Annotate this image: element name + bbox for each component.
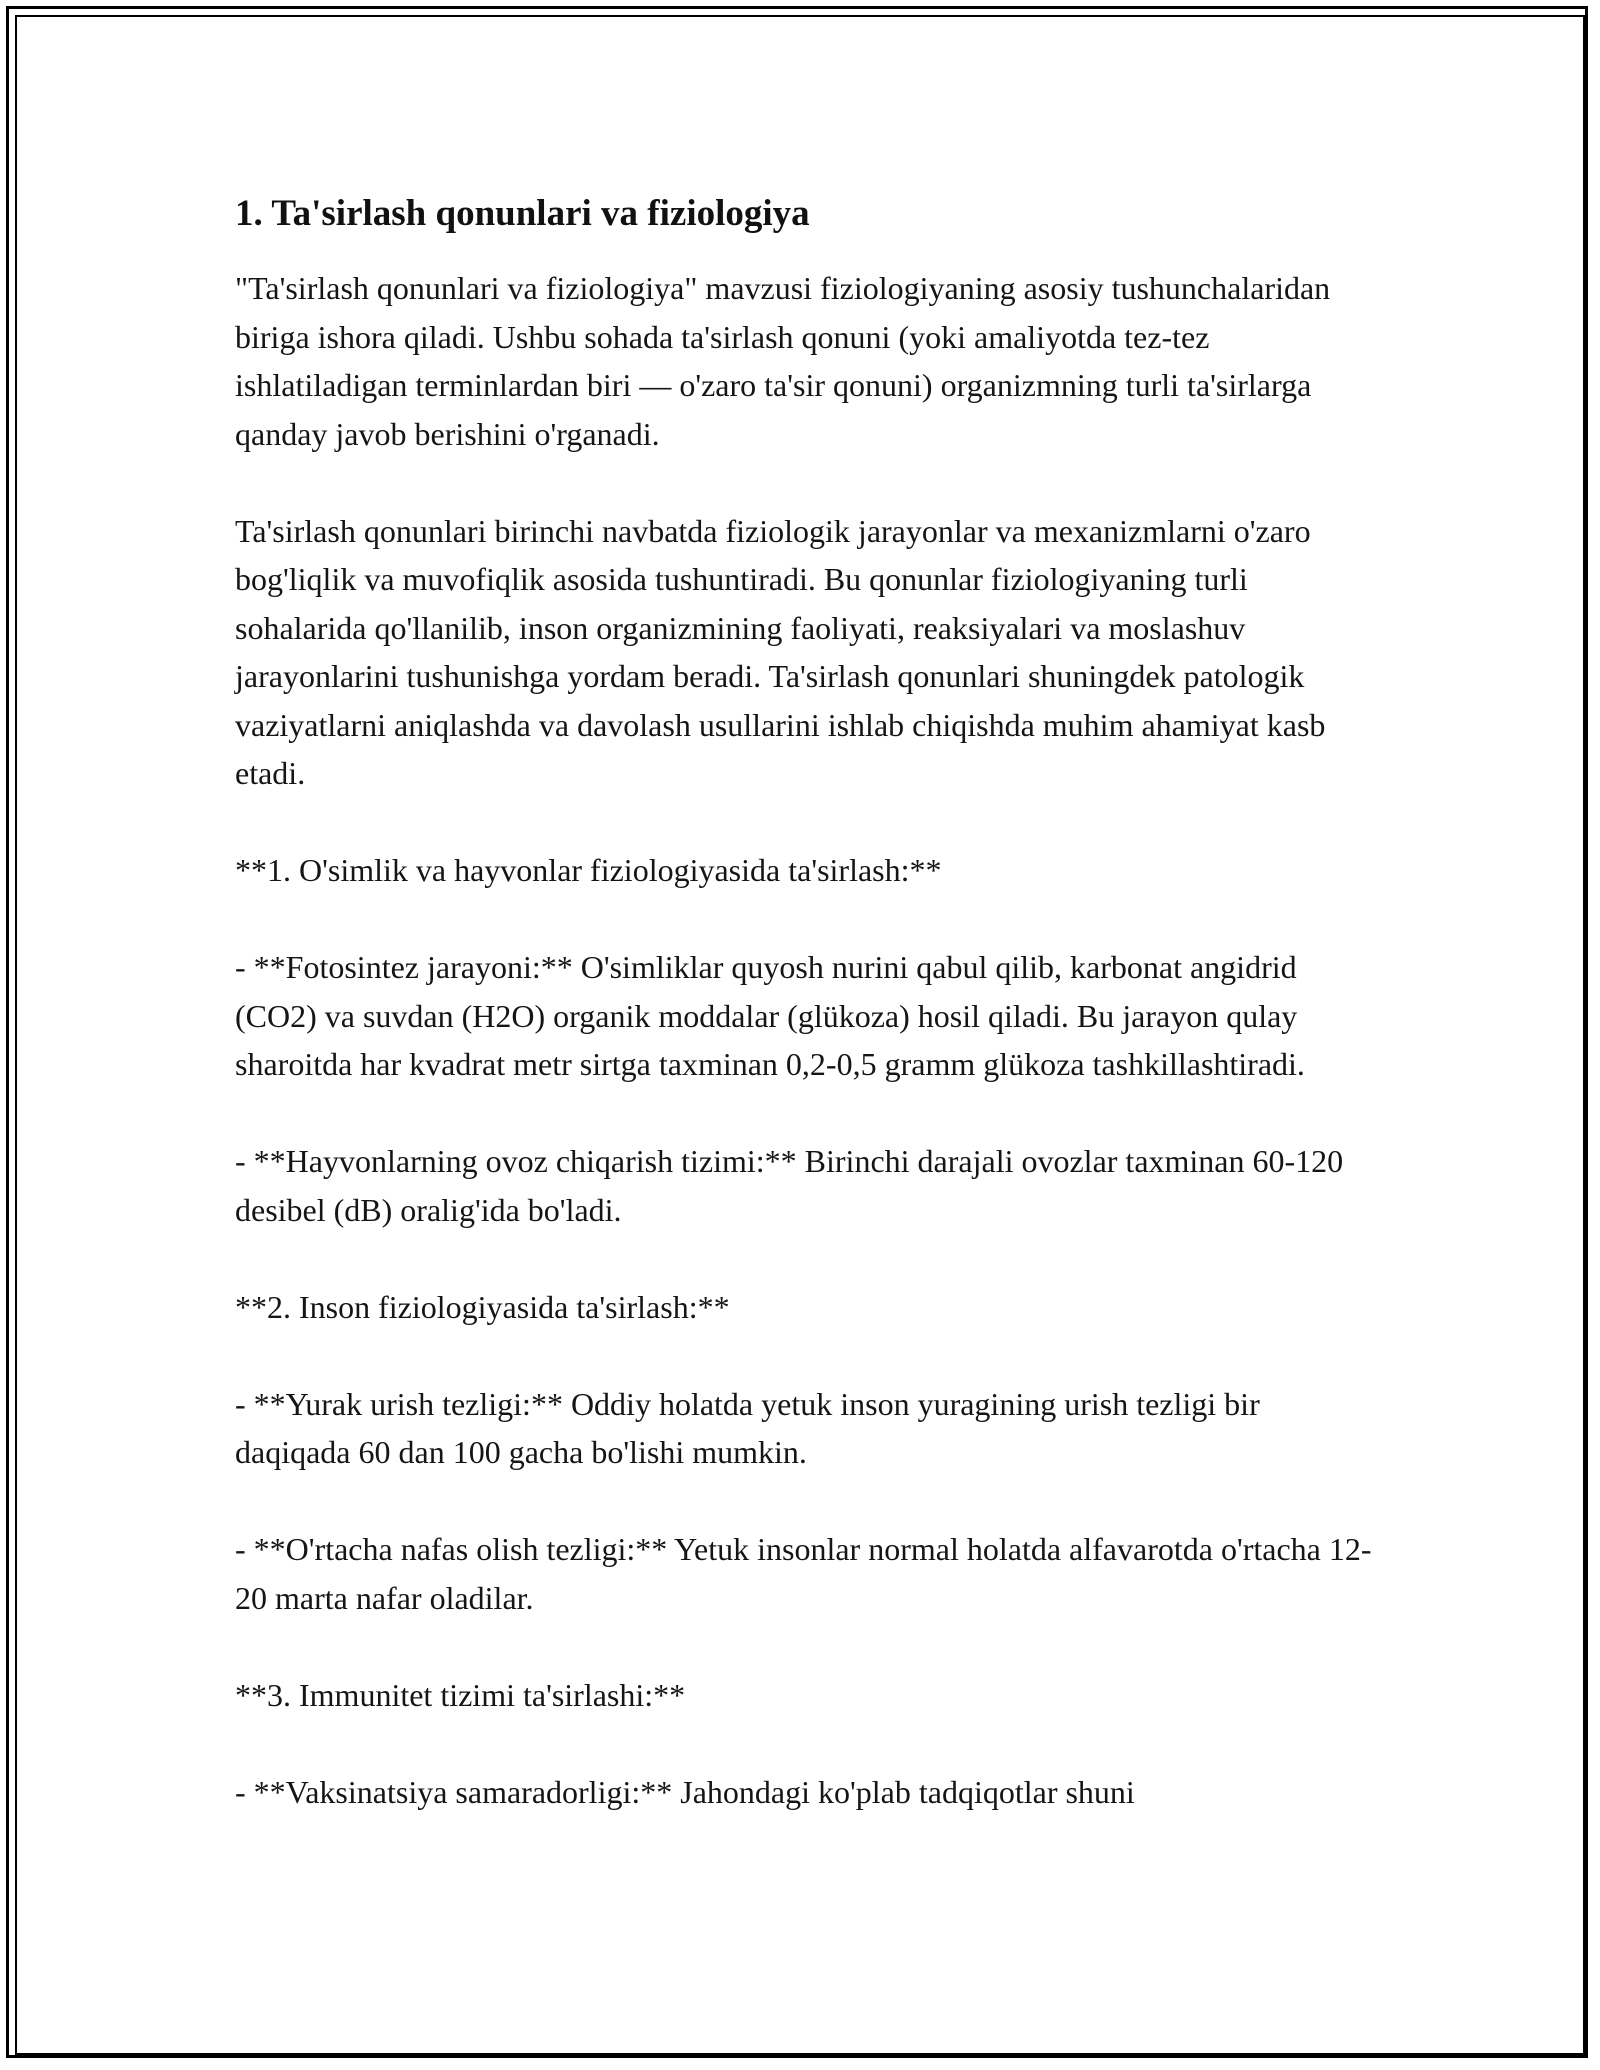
- paragraph-spacer: [235, 798, 1375, 847]
- list-item-breathing-rate: - **O'rtacha nafas olish tezligi:** Yetuk insonlar normal holatda alfavarotda o'rtacha 12-20 marta nafar oladilar.: [235, 1531, 1372, 1616]
- section-heading-immunity: **3. Immunitet tizimi ta'sirlashi:**: [235, 1676, 686, 1713]
- paragraph-spacer: [235, 1719, 1375, 1768]
- list-item-photosynthesis: - **Fotosintez jarayoni:** O'simliklar quyosh nurini qabul qilib, karbonat angidrid (CO2) va suvdan (H2O) organik moddalar (glükoza) hosil qiladi. Bu jarayon qulay sharoitda har kvadrat metr sirtga taxminan 0,2-0,5 gramm glükoza tashkillashtiradi.: [235, 949, 1305, 1082]
- paragraph-spacer: [235, 458, 1375, 507]
- document-body: [235, 188, 1375, 1816]
- paragraph-spacer: [235, 895, 1375, 944]
- paragraph-intro: "Ta'sirlash qonunlari va fiziologiya" mavzusi fiziologiyaning asosiy tushunchalaridan biriga ishora qiladi. Ushbu sohada ta'sirlash qonuni (yoki amaliyotda tez-tez ishlatiladigan terminlardan biri — o'zaro ta'sir qonuni) organizmning turli ta'sirlarga qanday javob berishini o'rganadi.: [235, 270, 1331, 452]
- paragraph-spacer: [235, 1622, 1375, 1671]
- paragraph-spacer: [235, 1089, 1375, 1138]
- document-title: 1. Ta'sirlash qonunlari va fiziologiya: [235, 193, 810, 234]
- list-item-animal-sound: - **Hayvonlarning ovoz chiqarish tizimi:** Birinchi darajali ovozlar taxminan 60-120 desibel (dB) oralig'ida bo'ladi.: [235, 1143, 1344, 1228]
- paragraph-spacer: [235, 1477, 1375, 1526]
- section-heading-plants-animals: **1. O'simlik va hayvonlar fiziologiyasida ta'sirlash:**: [235, 852, 942, 888]
- section-heading-human: **2. Inson fiziologiyasida ta'sirlash:**: [235, 1288, 730, 1325]
- list-item-heart-rate: - **Yurak urish tezligi:** Oddiy holatda yetuk inson yuragining urish tezligi bir daqiqada 60 dan 100 gacha bo'lishi mumkin.: [235, 1385, 1260, 1470]
- paragraph-spacer: [235, 1331, 1375, 1380]
- paragraph-spacer: [235, 1234, 1375, 1283]
- paragraph-laws: Ta'sirlash qonunlari birinchi navbatda fiziologik jarayonlar va mexanizmlarni o'zaro bog'liqlik va muvofiqlik asosida tushuntiradi. Bu qonunlar fiziologiyaning turli sohalarida qo'llanilib, inson organizmining faoliyati, reaksiyalari va moslashuv jarayonlarini tushunishga yordam beradi. Ta'sirlash qonunlari shuningdek patologik vaziyatlarni aniqlashda va davolash usullarini ishlab chiqishda muhim ahamiyat kasb etadi.: [235, 512, 1326, 791]
- list-item-vaccination: - **Vaksinatsiya samaradorligi:** Jahondagi ko'plab tadqiqotlar shuni: [235, 1773, 1135, 1810]
